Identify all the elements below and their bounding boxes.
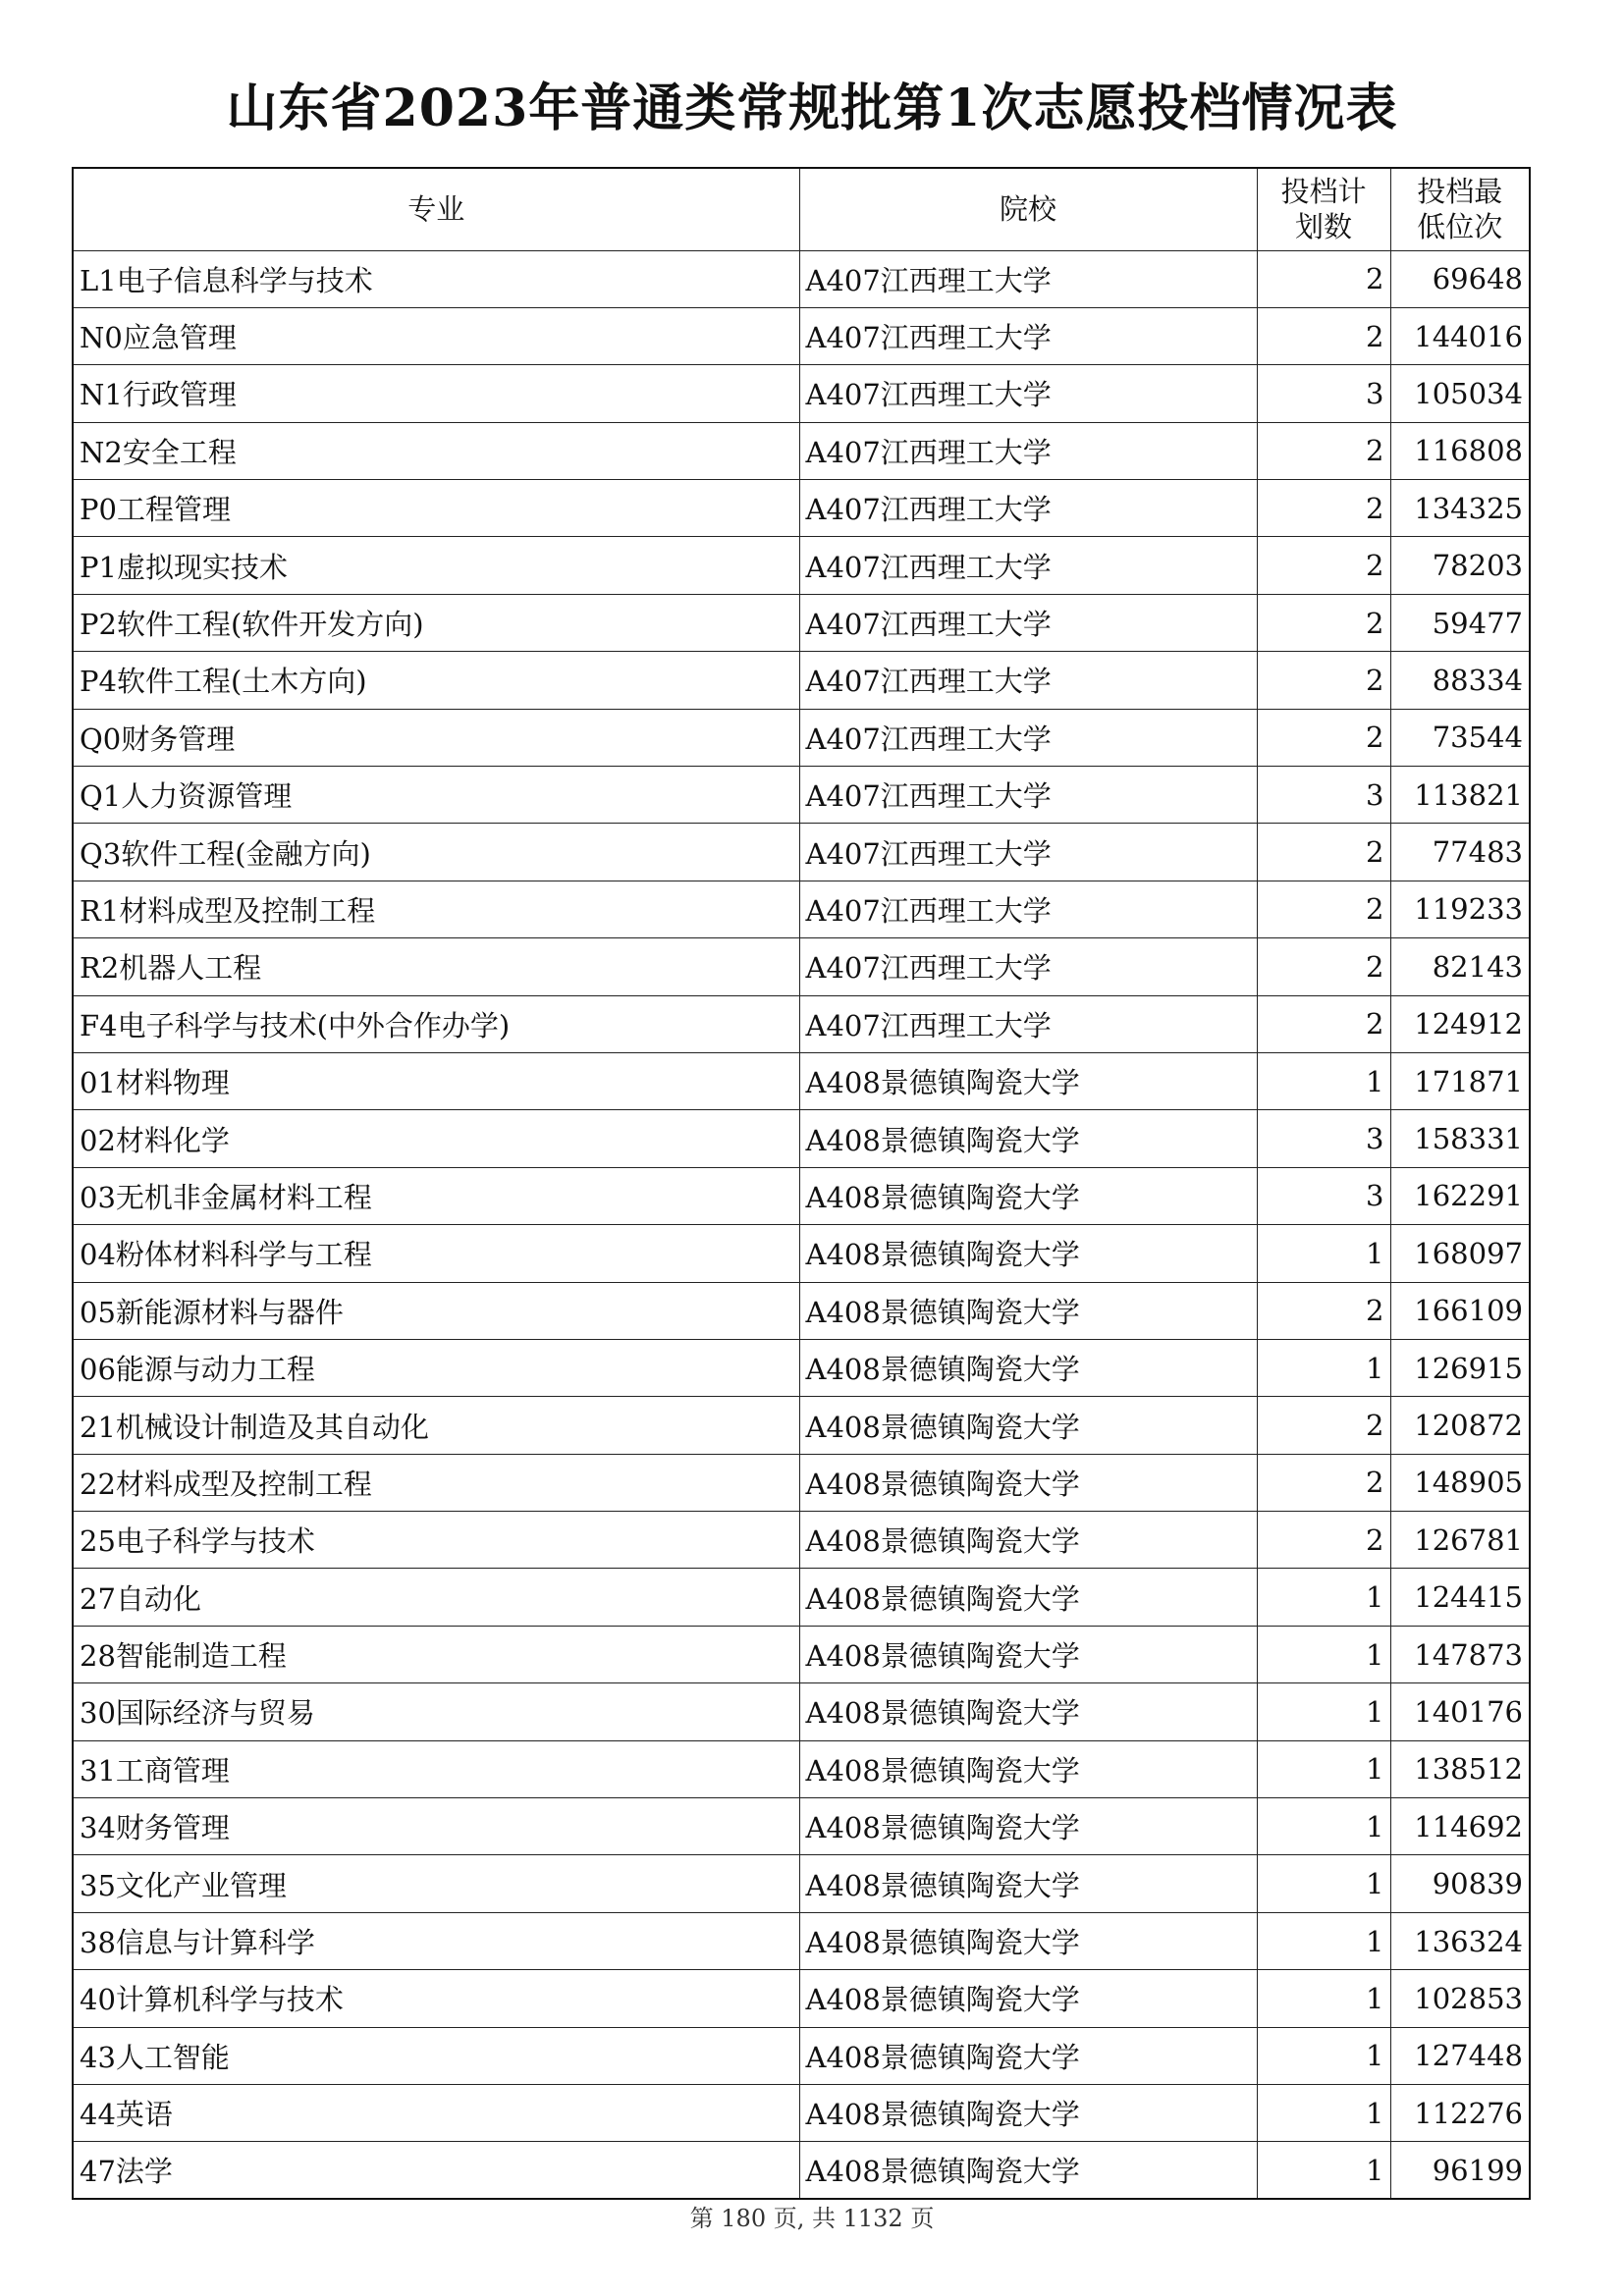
cell-rank: 124912 [1390, 995, 1530, 1052]
table-row [73, 995, 1530, 1052]
cell-rank: 124415 [1390, 1569, 1530, 1626]
cell-major: 22材料成型及控制工程 [73, 1454, 799, 1511]
cell-major: L1电子信息科学与技术 [73, 250, 799, 307]
cell-major: P0工程管理 [73, 480, 799, 537]
cell-school: A407江西理工大学 [799, 824, 1257, 881]
cell-rank: 114692 [1390, 1798, 1530, 1855]
cell-major: Q3软件工程(金融方向) [73, 824, 799, 881]
cell-plan: 1 [1257, 1569, 1390, 1626]
cell-plan: 1 [1257, 1912, 1390, 1969]
table-row [73, 365, 1530, 422]
cell-rank: 96199 [1390, 2142, 1530, 2199]
table-row [73, 824, 1530, 881]
table-row [73, 1626, 1530, 1682]
cell-plan: 1 [1257, 1798, 1390, 1855]
cell-school: A407江西理工大学 [799, 594, 1257, 651]
table-row [73, 1397, 1530, 1454]
cell-school: A408景德镇陶瓷大学 [799, 1626, 1257, 1682]
cell-school: A408景德镇陶瓷大学 [799, 1855, 1257, 1912]
cell-rank: 162291 [1390, 1167, 1530, 1224]
cell-school: A408景德镇陶瓷大学 [799, 1512, 1257, 1569]
cell-school: A407江西理工大学 [799, 709, 1257, 766]
cell-major: 35文化产业管理 [73, 1855, 799, 1912]
cell-major: 25电子科学与技术 [73, 1512, 799, 1569]
cell-school: A408景德镇陶瓷大学 [799, 1798, 1257, 1855]
cell-rank: 168097 [1390, 1225, 1530, 1282]
table-row [73, 1110, 1530, 1167]
cell-rank: 112276 [1390, 2085, 1530, 2142]
table-row [73, 2027, 1530, 2084]
cell-rank: 120872 [1390, 1397, 1530, 1454]
cell-rank: 158331 [1390, 1110, 1530, 1167]
cell-plan: 2 [1257, 1282, 1390, 1339]
cell-rank: 69648 [1390, 250, 1530, 307]
table-row [73, 1855, 1530, 1912]
cell-major: Q1人力资源管理 [73, 767, 799, 824]
cell-rank: 105034 [1390, 365, 1530, 422]
cell-plan: 2 [1257, 1512, 1390, 1569]
table-row [73, 307, 1530, 364]
table-body [73, 250, 1530, 2199]
cell-plan: 2 [1257, 824, 1390, 881]
cell-rank: 148905 [1390, 1454, 1530, 1511]
cell-school: A408景德镇陶瓷大学 [799, 2085, 1257, 2142]
cell-major: P1虚拟现实技术 [73, 537, 799, 594]
cell-major: P4软件工程(土木方向) [73, 652, 799, 709]
cell-major: 27自动化 [73, 1569, 799, 1626]
cell-school: A408景德镇陶瓷大学 [799, 2142, 1257, 2199]
cell-plan: 3 [1257, 1110, 1390, 1167]
table-row [73, 1339, 1530, 1396]
cell-rank: 90839 [1390, 1855, 1530, 1912]
cell-major: 44英语 [73, 2085, 799, 2142]
cell-plan: 1 [1257, 1855, 1390, 1912]
cell-major: 03无机非金属材料工程 [73, 1167, 799, 1224]
cell-major: 47法学 [73, 2142, 799, 2199]
cell-school: A408景德镇陶瓷大学 [799, 1397, 1257, 1454]
cell-plan: 2 [1257, 250, 1390, 307]
table-row [73, 1454, 1530, 1511]
cell-plan: 1 [1257, 1052, 1390, 1109]
cell-major: N0应急管理 [73, 307, 799, 364]
cell-school: A408景德镇陶瓷大学 [799, 1282, 1257, 1339]
cell-major: N2安全工程 [73, 422, 799, 479]
table-row [73, 881, 1530, 937]
cell-plan: 1 [1257, 2085, 1390, 2142]
cell-major: N1行政管理 [73, 365, 799, 422]
cell-school: A407江西理工大学 [799, 422, 1257, 479]
cell-school: A407江西理工大学 [799, 307, 1257, 364]
cell-rank: 73544 [1390, 709, 1530, 766]
cell-major: 05新能源材料与器件 [73, 1282, 799, 1339]
admission-table [72, 167, 1531, 2200]
cell-major: 28智能制造工程 [73, 1626, 799, 1682]
table-row [73, 1167, 1530, 1224]
cell-rank: 82143 [1390, 938, 1530, 995]
cell-rank: 77483 [1390, 824, 1530, 881]
cell-major: Q0财务管理 [73, 709, 799, 766]
cell-school: A408景德镇陶瓷大学 [799, 1569, 1257, 1626]
cell-major: 30国际经济与贸易 [73, 1683, 799, 1740]
table-row [73, 938, 1530, 995]
cell-plan: 1 [1257, 1740, 1390, 1797]
cell-major: R2机器人工程 [73, 938, 799, 995]
cell-school: A407江西理工大学 [799, 938, 1257, 995]
cell-rank: 102853 [1390, 1970, 1530, 2027]
table-row [73, 537, 1530, 594]
table-row [73, 250, 1530, 307]
cell-plan: 2 [1257, 1397, 1390, 1454]
header-major: 专业 [73, 168, 799, 250]
table-row [73, 1512, 1530, 1569]
cell-major: 34财务管理 [73, 1798, 799, 1855]
table-row [73, 594, 1530, 651]
table-row [73, 1225, 1530, 1282]
cell-rank: 126781 [1390, 1512, 1530, 1569]
cell-school: A408景德镇陶瓷大学 [799, 1339, 1257, 1396]
cell-rank: 59477 [1390, 594, 1530, 651]
table-row [73, 1970, 1530, 2027]
cell-major: 38信息与计算科学 [73, 1912, 799, 1969]
table-row [73, 1683, 1530, 1740]
cell-school: A407江西理工大学 [799, 652, 1257, 709]
cell-plan: 2 [1257, 995, 1390, 1052]
cell-plan: 2 [1257, 709, 1390, 766]
cell-school: A408景德镇陶瓷大学 [799, 1912, 1257, 1969]
cell-plan: 1 [1257, 2142, 1390, 2199]
cell-plan: 3 [1257, 365, 1390, 422]
cell-school: A407江西理工大学 [799, 250, 1257, 307]
cell-rank: 88334 [1390, 652, 1530, 709]
cell-school: A408景德镇陶瓷大学 [799, 1167, 1257, 1224]
table-header-row [73, 168, 1530, 250]
cell-rank: 78203 [1390, 537, 1530, 594]
header-school: 院校 [799, 168, 1257, 250]
table-row [73, 709, 1530, 766]
cell-rank: 113821 [1390, 767, 1530, 824]
cell-plan: 2 [1257, 881, 1390, 937]
cell-major: 04粉体材料科学与工程 [73, 1225, 799, 1282]
cell-plan: 1 [1257, 1339, 1390, 1396]
table-row [73, 1282, 1530, 1339]
cell-rank: 127448 [1390, 2027, 1530, 2084]
table-row [73, 652, 1530, 709]
cell-rank: 140176 [1390, 1683, 1530, 1740]
table-row [73, 767, 1530, 824]
cell-school: A407江西理工大学 [799, 480, 1257, 537]
table-row [73, 1798, 1530, 1855]
cell-rank: 126915 [1390, 1339, 1530, 1396]
table-row [73, 2085, 1530, 2142]
cell-rank: 144016 [1390, 307, 1530, 364]
cell-major: 06能源与动力工程 [73, 1339, 799, 1396]
table-row [73, 1569, 1530, 1626]
table-row [73, 1052, 1530, 1109]
cell-major: 43人工智能 [73, 2027, 799, 2084]
cell-school: A407江西理工大学 [799, 995, 1257, 1052]
cell-major: F4电子科学与技术(中外合作办学) [73, 995, 799, 1052]
cell-rank: 134325 [1390, 480, 1530, 537]
cell-rank: 119233 [1390, 881, 1530, 937]
table-row [73, 422, 1530, 479]
cell-plan: 1 [1257, 1683, 1390, 1740]
cell-rank: 138512 [1390, 1740, 1530, 1797]
cell-school: A408景德镇陶瓷大学 [799, 1454, 1257, 1511]
cell-rank: 136324 [1390, 1912, 1530, 1969]
cell-major: R1材料成型及控制工程 [73, 881, 799, 937]
table-row [73, 2142, 1530, 2199]
cell-school: A407江西理工大学 [799, 365, 1257, 422]
cell-major: P2软件工程(软件开发方向) [73, 594, 799, 651]
cell-school: A408景德镇陶瓷大学 [799, 1110, 1257, 1167]
cell-rank: 147873 [1390, 1626, 1530, 1682]
cell-plan: 2 [1257, 537, 1390, 594]
cell-plan: 1 [1257, 1626, 1390, 1682]
table-row [73, 480, 1530, 537]
cell-rank: 166109 [1390, 1282, 1530, 1339]
page-title: 山东省2023年普通类常规批第1次志愿投档情况表 [226, 79, 1398, 138]
cell-school: A407江西理工大学 [799, 767, 1257, 824]
cell-major: 40计算机科学与技术 [73, 1970, 799, 2027]
cell-school: A407江西理工大学 [799, 881, 1257, 937]
cell-school: A408景德镇陶瓷大学 [799, 2027, 1257, 2084]
table-row [73, 1912, 1530, 1969]
cell-school: A408景德镇陶瓷大学 [799, 1683, 1257, 1740]
cell-plan: 2 [1257, 652, 1390, 709]
cell-school: A408景德镇陶瓷大学 [799, 1970, 1257, 2027]
cell-major: 02材料化学 [73, 1110, 799, 1167]
cell-school: A408景德镇陶瓷大学 [799, 1225, 1257, 1282]
cell-plan: 3 [1257, 1167, 1390, 1224]
cell-plan: 1 [1257, 2027, 1390, 2084]
cell-plan: 2 [1257, 422, 1390, 479]
cell-major: 21机械设计制造及其自动化 [73, 1397, 799, 1454]
cell-major: 01材料物理 [73, 1052, 799, 1109]
cell-plan: 3 [1257, 767, 1390, 824]
cell-plan: 2 [1257, 594, 1390, 651]
cell-plan: 2 [1257, 1454, 1390, 1511]
table-row [73, 1740, 1530, 1797]
cell-school: A408景德镇陶瓷大学 [799, 1052, 1257, 1109]
cell-plan: 2 [1257, 938, 1390, 995]
cell-major: 31工商管理 [73, 1740, 799, 1797]
cell-plan: 1 [1257, 1970, 1390, 2027]
page-footer: 第 180 页, 共 1132 页 [689, 2205, 935, 2232]
cell-plan: 2 [1257, 307, 1390, 364]
cell-school: A408景德镇陶瓷大学 [799, 1740, 1257, 1797]
cell-rank: 116808 [1390, 422, 1530, 479]
header-plan: 投档计划数 [1257, 168, 1390, 250]
cell-plan: 1 [1257, 1225, 1390, 1282]
cell-rank: 171871 [1390, 1052, 1530, 1109]
cell-plan: 2 [1257, 480, 1390, 537]
cell-school: A407江西理工大学 [799, 537, 1257, 594]
header-rank: 投档最低位次 [1390, 168, 1530, 250]
